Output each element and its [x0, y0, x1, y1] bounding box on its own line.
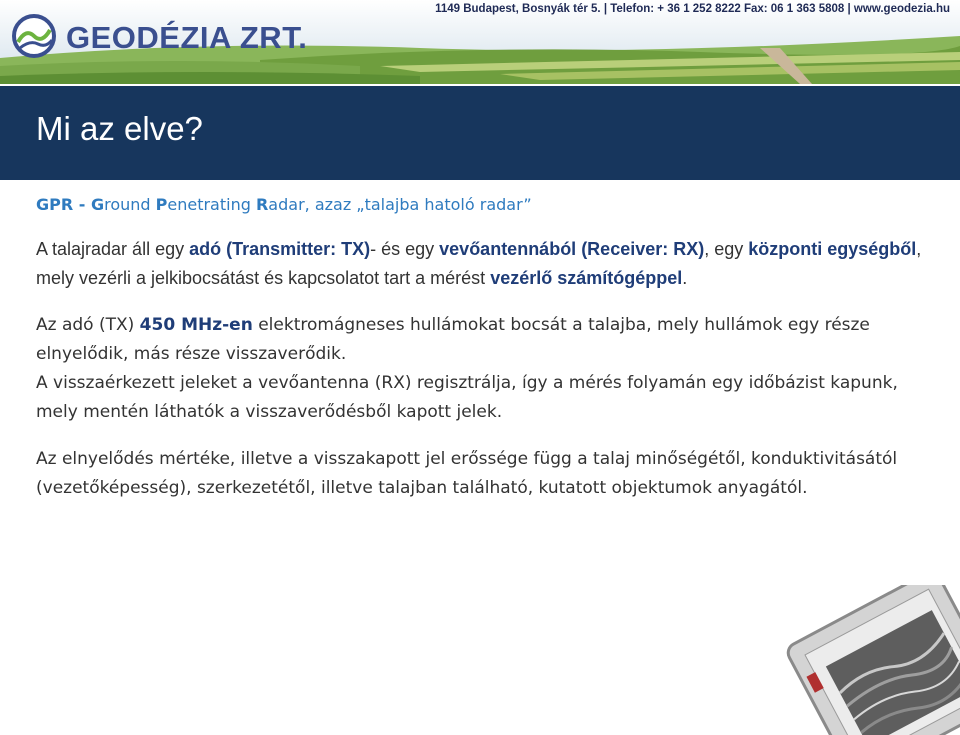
- paragraph-components: A talajradar áll egy adó (Transmitter: TX)- és egy vevőantennából (Receiver: RX), egy központi egységből, mely vezérli a jelkibocsátást és kapcsolatot tart a mérést vezérlő számítógéppel.: [36, 239, 922, 288]
- slide-content: [36, 190, 936, 503]
- brand-name: GEODÉZIA ZRT.: [66, 20, 308, 55]
- geodezia-logo-icon: [12, 14, 56, 58]
- paragraph-receiver: A visszaérkezett jeleket a vevőantenna (RX) regisztrálja, így a mérés folyamán egy időbázist kapunk, mely mentén láthatók a visszaverődésből kapott jelek.: [36, 373, 898, 422]
- slide-title: Mi az elve?: [36, 110, 203, 147]
- slide-subtitle: GPR - Ground Penetrating Radar, azaz „talajba hatoló radar”: [36, 195, 532, 214]
- contact-info: 1149 Budapest, Bosnyák tér 5. | Telefon: + 36 1 252 8222 Fax: 06 1 363 5808 | www.geodezia.hu: [435, 3, 950, 15]
- gpr-device-icon: [770, 585, 960, 735]
- header-banner: [0, 0, 960, 84]
- paragraph-absorption: Az elnyelődés mértéke, illetve a visszakapott jel erőssége függ a talaj minőségétől, konduktivitásától (vezetőképesség), szerkezetétől, illetve talajban található, kutatott objektumok anyagától.: [36, 449, 898, 498]
- paragraph-transmitter: Az adó (TX) 450 MHz-en elektromágneses hullámokat bocsát a talajba, mely hullámok egy része elnyelődik, más része visszaverődik.: [36, 315, 870, 364]
